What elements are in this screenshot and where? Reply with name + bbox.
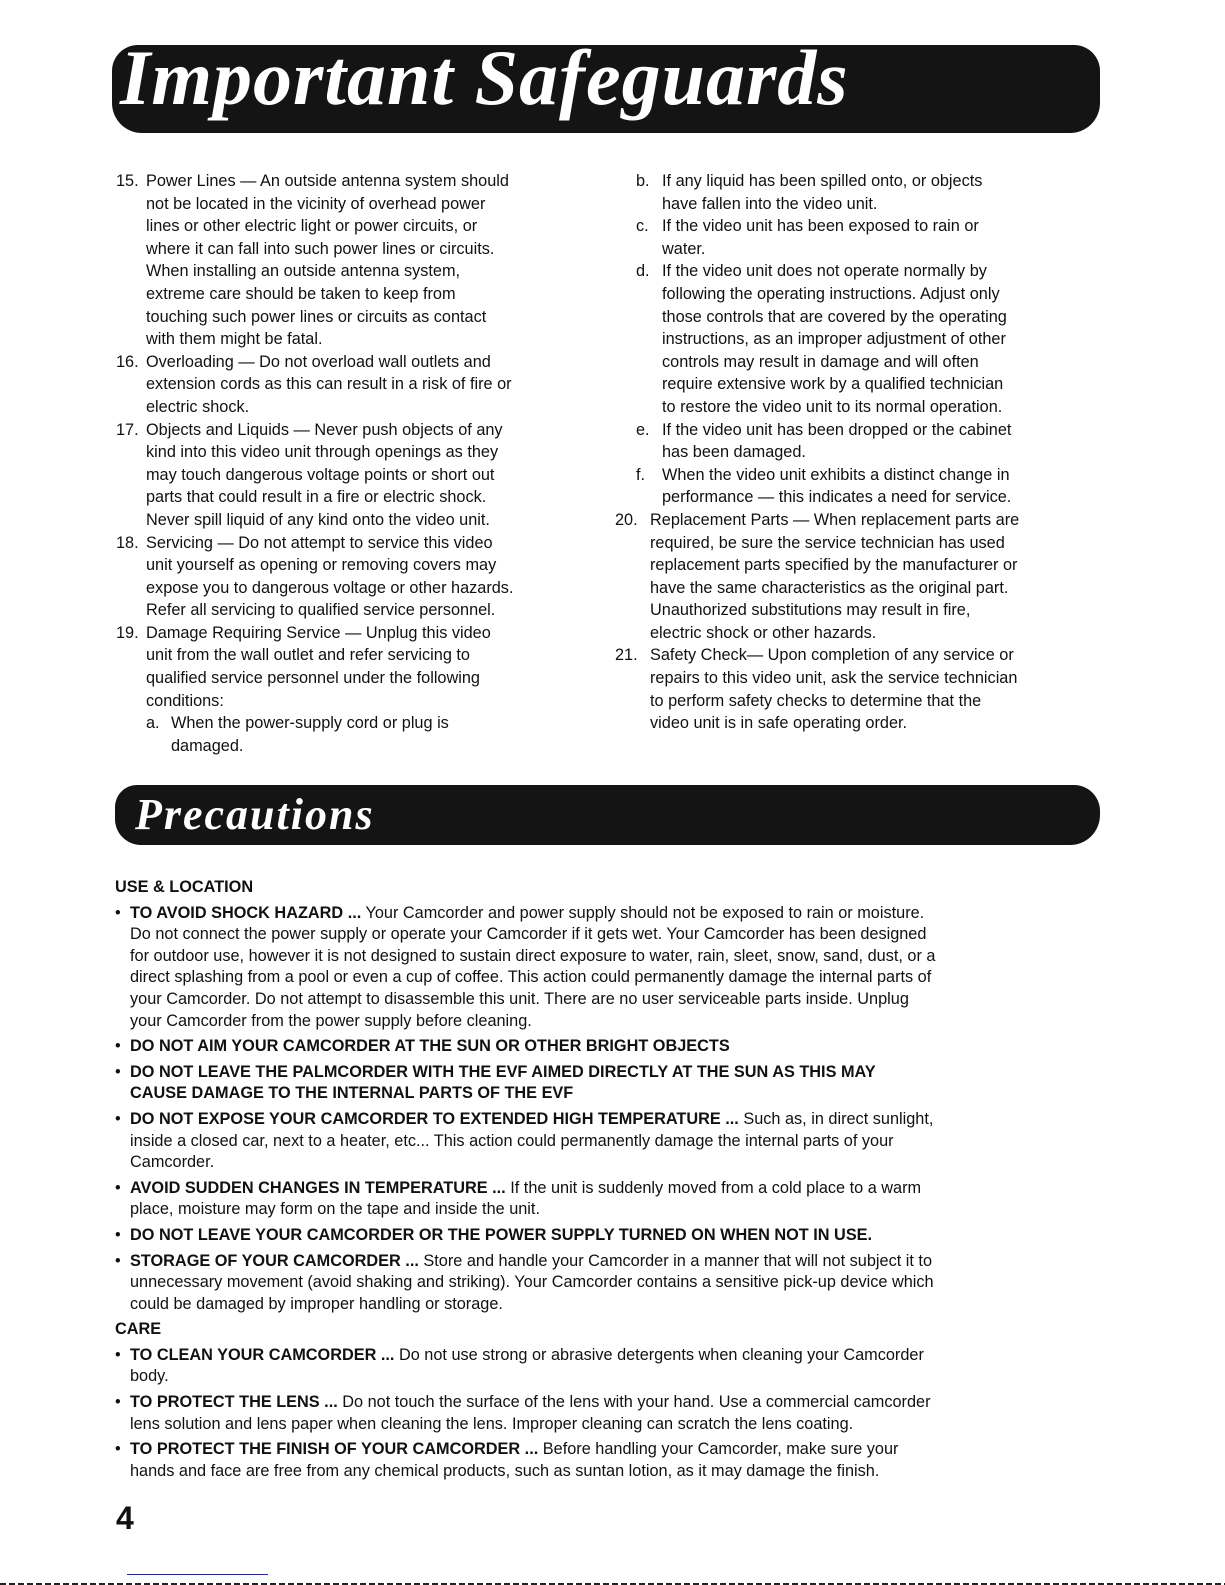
- item-number: d.: [636, 262, 650, 281]
- item-text: Overloading — Do not overload wall outlets and extension cords as this can result in a risk of fire or electric shock.: [146, 352, 512, 416]
- safeguard-subitem: [620, 170, 1110, 215]
- precaution-heading: DO NOT LEAVE YOUR CAMCORDER OR THE POWER SUPPLY TURNED ON WHEN NOT IN USE.: [130, 1225, 873, 1244]
- bullet-icon: •: [115, 1225, 121, 1244]
- precaution-item: [115, 1178, 1115, 1221]
- precautions-body: [115, 873, 1115, 1482]
- precaution-heading: DO NOT EXPOSE YOUR CAMCORDER TO EXTENDED HIGH TEMPERATURE ...: [130, 1109, 739, 1128]
- bullet-icon: •: [115, 1251, 121, 1270]
- link-underline: [127, 1574, 268, 1575]
- item-text: If the video unit has been dropped or the cabinet has been damaged.: [662, 420, 1012, 462]
- care-list: [115, 1345, 1115, 1483]
- precaution-item: [115, 1251, 1115, 1316]
- precaution-item: [115, 1225, 1115, 1247]
- care-heading: CARE: [115, 1320, 162, 1339]
- safeguard-item: [615, 509, 1110, 645]
- use-location-list: [115, 903, 1115, 1316]
- item-number: 15.: [116, 172, 139, 190]
- precaution-heading: STORAGE OF YOUR CAMCORDER ...: [130, 1251, 419, 1270]
- precaution-heading: DO NOT LEAVE THE PALMCORDER WITH THE EVF AIMED DIRECTLY AT THE SUN AS THIS MAY CAUSE DAMAGE TO THE INTERNAL PARTS OF THE EVF: [130, 1062, 876, 1103]
- safeguard-subitem: [116, 712, 606, 757]
- safeguard-subitem: [620, 260, 1110, 418]
- precaution-text: Store and handle your Camcorder in a manner that will not subject it to unnecessary movement (avoid shaking and striking). Your Camcorder contains a sensitive pick-up device which could be damaged by improper handling or storage.: [130, 1251, 934, 1313]
- precaution-text: Do not touch the surface of the lens with your hand. Use a commercial camcorder lens solution and lens paper when cleaning the lens. Improper cleaning can scratch the lens coating.: [130, 1393, 931, 1433]
- bullet-icon: •: [115, 1178, 121, 1197]
- section-title: Precautions: [135, 790, 375, 839]
- precautions-banner: [115, 785, 1100, 845]
- safeguard-item: [116, 622, 606, 712]
- bullet-icon: •: [115, 903, 121, 922]
- precaution-heading: AVOID SUDDEN CHANGES IN TEMPERATURE ...: [130, 1178, 506, 1197]
- bullet-icon: •: [115, 1037, 121, 1056]
- safeguard-subitem: [620, 215, 1110, 260]
- precaution-text: Before handling your Camcorder, make sure your hands and face are free from any chemical products, such as suntan lotion, as it may damage the finish.: [130, 1440, 899, 1480]
- important-safeguards-banner: [112, 34, 1100, 133]
- precaution-item: [115, 1109, 1115, 1174]
- item-number: 21.: [615, 646, 638, 665]
- safeguard-item: [615, 644, 1110, 734]
- precaution-heading: TO PROTECT THE LENS ...: [130, 1393, 338, 1412]
- precaution-text: If the unit is suddenly moved from a cold place to a warm place, moisture may form on the tape and inside the unit.: [130, 1178, 922, 1219]
- item-number: 18.: [116, 533, 139, 552]
- precaution-text: Do not use strong or abrasive detergents when cleaning your Camcorder body.: [130, 1345, 924, 1386]
- precaution-heading: TO AVOID SHOCK HAZARD ...: [130, 903, 362, 922]
- item-text: If the video unit does not operate normally by following the operating instructions. Adjust only those controls that are covered by the operating instructions, as an improper adjustment of other controls may result in damage and will often require extensive work by a qualified technician to restore the video unit to its normal operation.: [662, 262, 1007, 416]
- bullet-icon: •: [115, 1345, 121, 1364]
- use-location-heading: USE & LOCATION: [115, 878, 254, 896]
- precaution-text: Such as, in direct sunlight, inside a closed car, next to a heater, etc... This action could permanently damage the internal parts of your Camcorder.: [130, 1109, 934, 1172]
- precaution-item: [115, 1392, 1115, 1435]
- item-text: Power Lines — An outside antenna system should not be located in the vicinity of overhead power lines or other electric light or power circuits, or where it can fall into such power lines or circuits. When installing an outside antenna system, extreme care should be taken to keep from touching such power lines or circuits as contact with them might be fatal.: [146, 172, 509, 349]
- item-text: If the video unit has been exposed to rain or water.: [662, 217, 979, 258]
- item-number: a.: [146, 714, 160, 733]
- safeguard-item: [116, 419, 606, 532]
- item-text: Damage Requiring Service — Unplug this video unit from the wall outlet and refer servicing to qualified service personnel under the following conditions:: [146, 623, 491, 710]
- bullet-icon: •: [115, 1393, 121, 1412]
- bullet-icon: •: [115, 1440, 121, 1459]
- precaution-item: [115, 1036, 1115, 1058]
- item-text: Servicing — Do not attempt to service this video unit yourself as opening or removing covers may expose you to dangerous voltage or other hazards. Refer all servicing to qualified service personnel.: [146, 533, 514, 620]
- safeguard-subitem: [620, 419, 1110, 464]
- item-number: b.: [636, 172, 650, 190]
- item-text: When the video unit exhibits a distinct change in performance — this indicates a need for service.: [662, 465, 1012, 507]
- page-number: 4: [116, 1500, 134, 1536]
- item-text: Objects and Liquids — Never push objects of any kind into this video unit through openings as they may touch dangerous voltage points or short out parts that could result in a fire or electric shock. Never spill liquid of any kind onto the video unit.: [146, 420, 503, 529]
- section-title: Important Safeguards: [120, 34, 849, 121]
- precaution-text: Your Camcorder and power supply should not be exposed to rain or moisture. Do not connect the power supply or operate your Camcorder if it gets wet. Your Camcorder has been designed for outdoor use, however it is not designed to sustain direct exposure to water, rain, sleet, snow, sand, dust, or a direct splashing from a pool or even a cup of coffee. This action could permanently damage the internal parts of your Camcorder. Do not attempt to disassemble this unit. There are no user serviceable parts inside. Unplug your Camcorder from the power supply before cleaning.: [130, 903, 936, 1030]
- item-number: 20.: [615, 510, 638, 529]
- precaution-item: [115, 1439, 1115, 1482]
- item-number: c.: [636, 217, 649, 236]
- safeguards-left-column: [116, 170, 606, 757]
- item-number: 19.: [116, 623, 139, 642]
- item-number: e.: [636, 420, 650, 439]
- item-text: If any liquid has been spilled onto, or objects have fallen into the video unit.: [662, 172, 983, 213]
- safeguard-item: [116, 170, 606, 351]
- item-number: f.: [636, 465, 646, 484]
- item-text: Safety Check— Upon completion of any service or repairs to this video unit, ask the service technician to perform safety checks to determine that the video unit is in safe operating order.: [650, 646, 1018, 733]
- precaution-item: [115, 903, 1115, 1033]
- bullet-icon: •: [115, 1109, 121, 1128]
- item-text: When the power-supply cord or plug is damaged.: [171, 714, 449, 755]
- safeguard-item: [116, 351, 606, 419]
- precaution-heading: TO CLEAN YOUR CAMCORDER ...: [130, 1345, 395, 1364]
- item-text: Replacement Parts — When replacement parts are required, be sure the service technician has used replacement parts specified by the manufacturer or have the same characteristics as the original part. Unauthorized substitutions may result in fire, electric shock or other hazards.: [650, 510, 1020, 642]
- safeguard-subitem: [620, 464, 1110, 509]
- item-number: 16.: [116, 352, 139, 371]
- item-number: 17.: [116, 420, 139, 439]
- precaution-heading: TO PROTECT THE FINISH OF YOUR CAMCORDER ...: [130, 1440, 539, 1459]
- bullet-icon: •: [115, 1062, 121, 1081]
- precaution-heading: DO NOT AIM YOUR CAMCORDER AT THE SUN OR OTHER BRIGHT OBJECTS: [130, 1037, 730, 1056]
- precaution-item: [115, 1062, 1115, 1105]
- safeguards-right-column: [615, 170, 1110, 735]
- safeguard-item: [116, 532, 606, 622]
- precaution-item: [115, 1345, 1115, 1388]
